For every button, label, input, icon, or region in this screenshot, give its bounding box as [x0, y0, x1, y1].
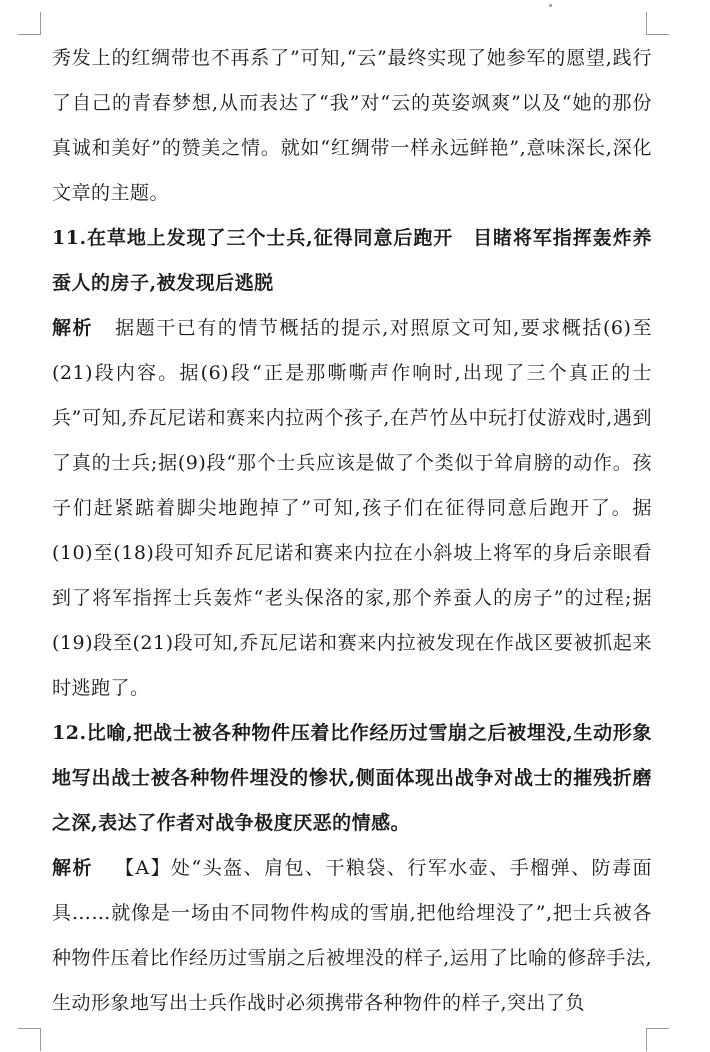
answer-text: 11.在草地上发现了三个士兵,征得同意后跑开 目睹将军指挥轰炸养蚕人的房子,被发现后逃脱: [52, 227, 652, 294]
page-corner-mark-bottom-right: [646, 1028, 669, 1051]
page-dot-mark: [549, 4, 552, 7]
analysis-11: [52, 306, 652, 711]
page-corner-mark-top-left: [18, 12, 41, 35]
page-corner-mark-top-right: [646, 12, 669, 35]
paragraph-text: 秀发上的红绸带也不再系了”可知,“云”最终实现了她参军的愿望,践行了自己的青春梦想,从而表达了“我”对“云的英姿飒爽”以及“她的那份真诚和美好”的赞美之情。就如“红绸带一样永远鲜艳”,意味深长,深化文章的主题。: [52, 47, 652, 204]
page-corner-mark-bottom-left: [18, 1028, 41, 1051]
analysis-12: [52, 846, 652, 1026]
analysis-label: 解析: [52, 857, 93, 879]
continued-paragraph: [52, 36, 652, 216]
answer-11: [52, 216, 652, 306]
analysis-text: 据题干已有的情节概括的提示,对照原文可知,要求概括(6)至(21)段内容。据(6)段“正是那嘶嘶声作响时,出现了三个真正的士兵”可知,乔瓦尼诺和赛来内拉两个孩子,在芦竹丛中玩打仗游戏时,遇到了真的士兵;据(9)段“那个士兵应该是做了个类似于耸肩膀的动作。孩子们赶紧踮着脚尖地跑掉了”可知,孩子们在征得同意后跑开了。据(10)至(18)段可知乔瓦尼诺和赛来内拉在小斜坡上将军的身后亲眼看到了将军指挥士兵轰炸“老头保洛的家,那个养蚕人的房子”的过程;据(19)段至(21)段可知,乔瓦尼诺和赛来内拉被发现在作战区要被抓起来时逃跑了。: [52, 317, 652, 699]
document-body: [52, 36, 652, 1026]
analysis-text: 【A】处“头盔、肩包、干粮袋、行军水壶、手榴弹、防毒面具……就像是一场由不同物件构成的雪崩,把他给埋没了”,把士兵被各种物件压着比作经历过雪崩之后被埋没的样子,运用了比喻的修辞手法,生动形象地写出士兵作战时必须携带各种物件的样子,突出了负: [52, 857, 652, 1014]
answer-12: [52, 711, 652, 846]
analysis-label: 解析: [52, 317, 94, 339]
answer-text: 12.比喻,把战士被各种物件压着比作经历过雪崩之后被埋没,生动形象地写出战士被各种物件埋没的惨状,侧面体现出战争对战士的摧残折磨之深,表达了作者对战争极度厌恶的情感。: [52, 722, 652, 834]
